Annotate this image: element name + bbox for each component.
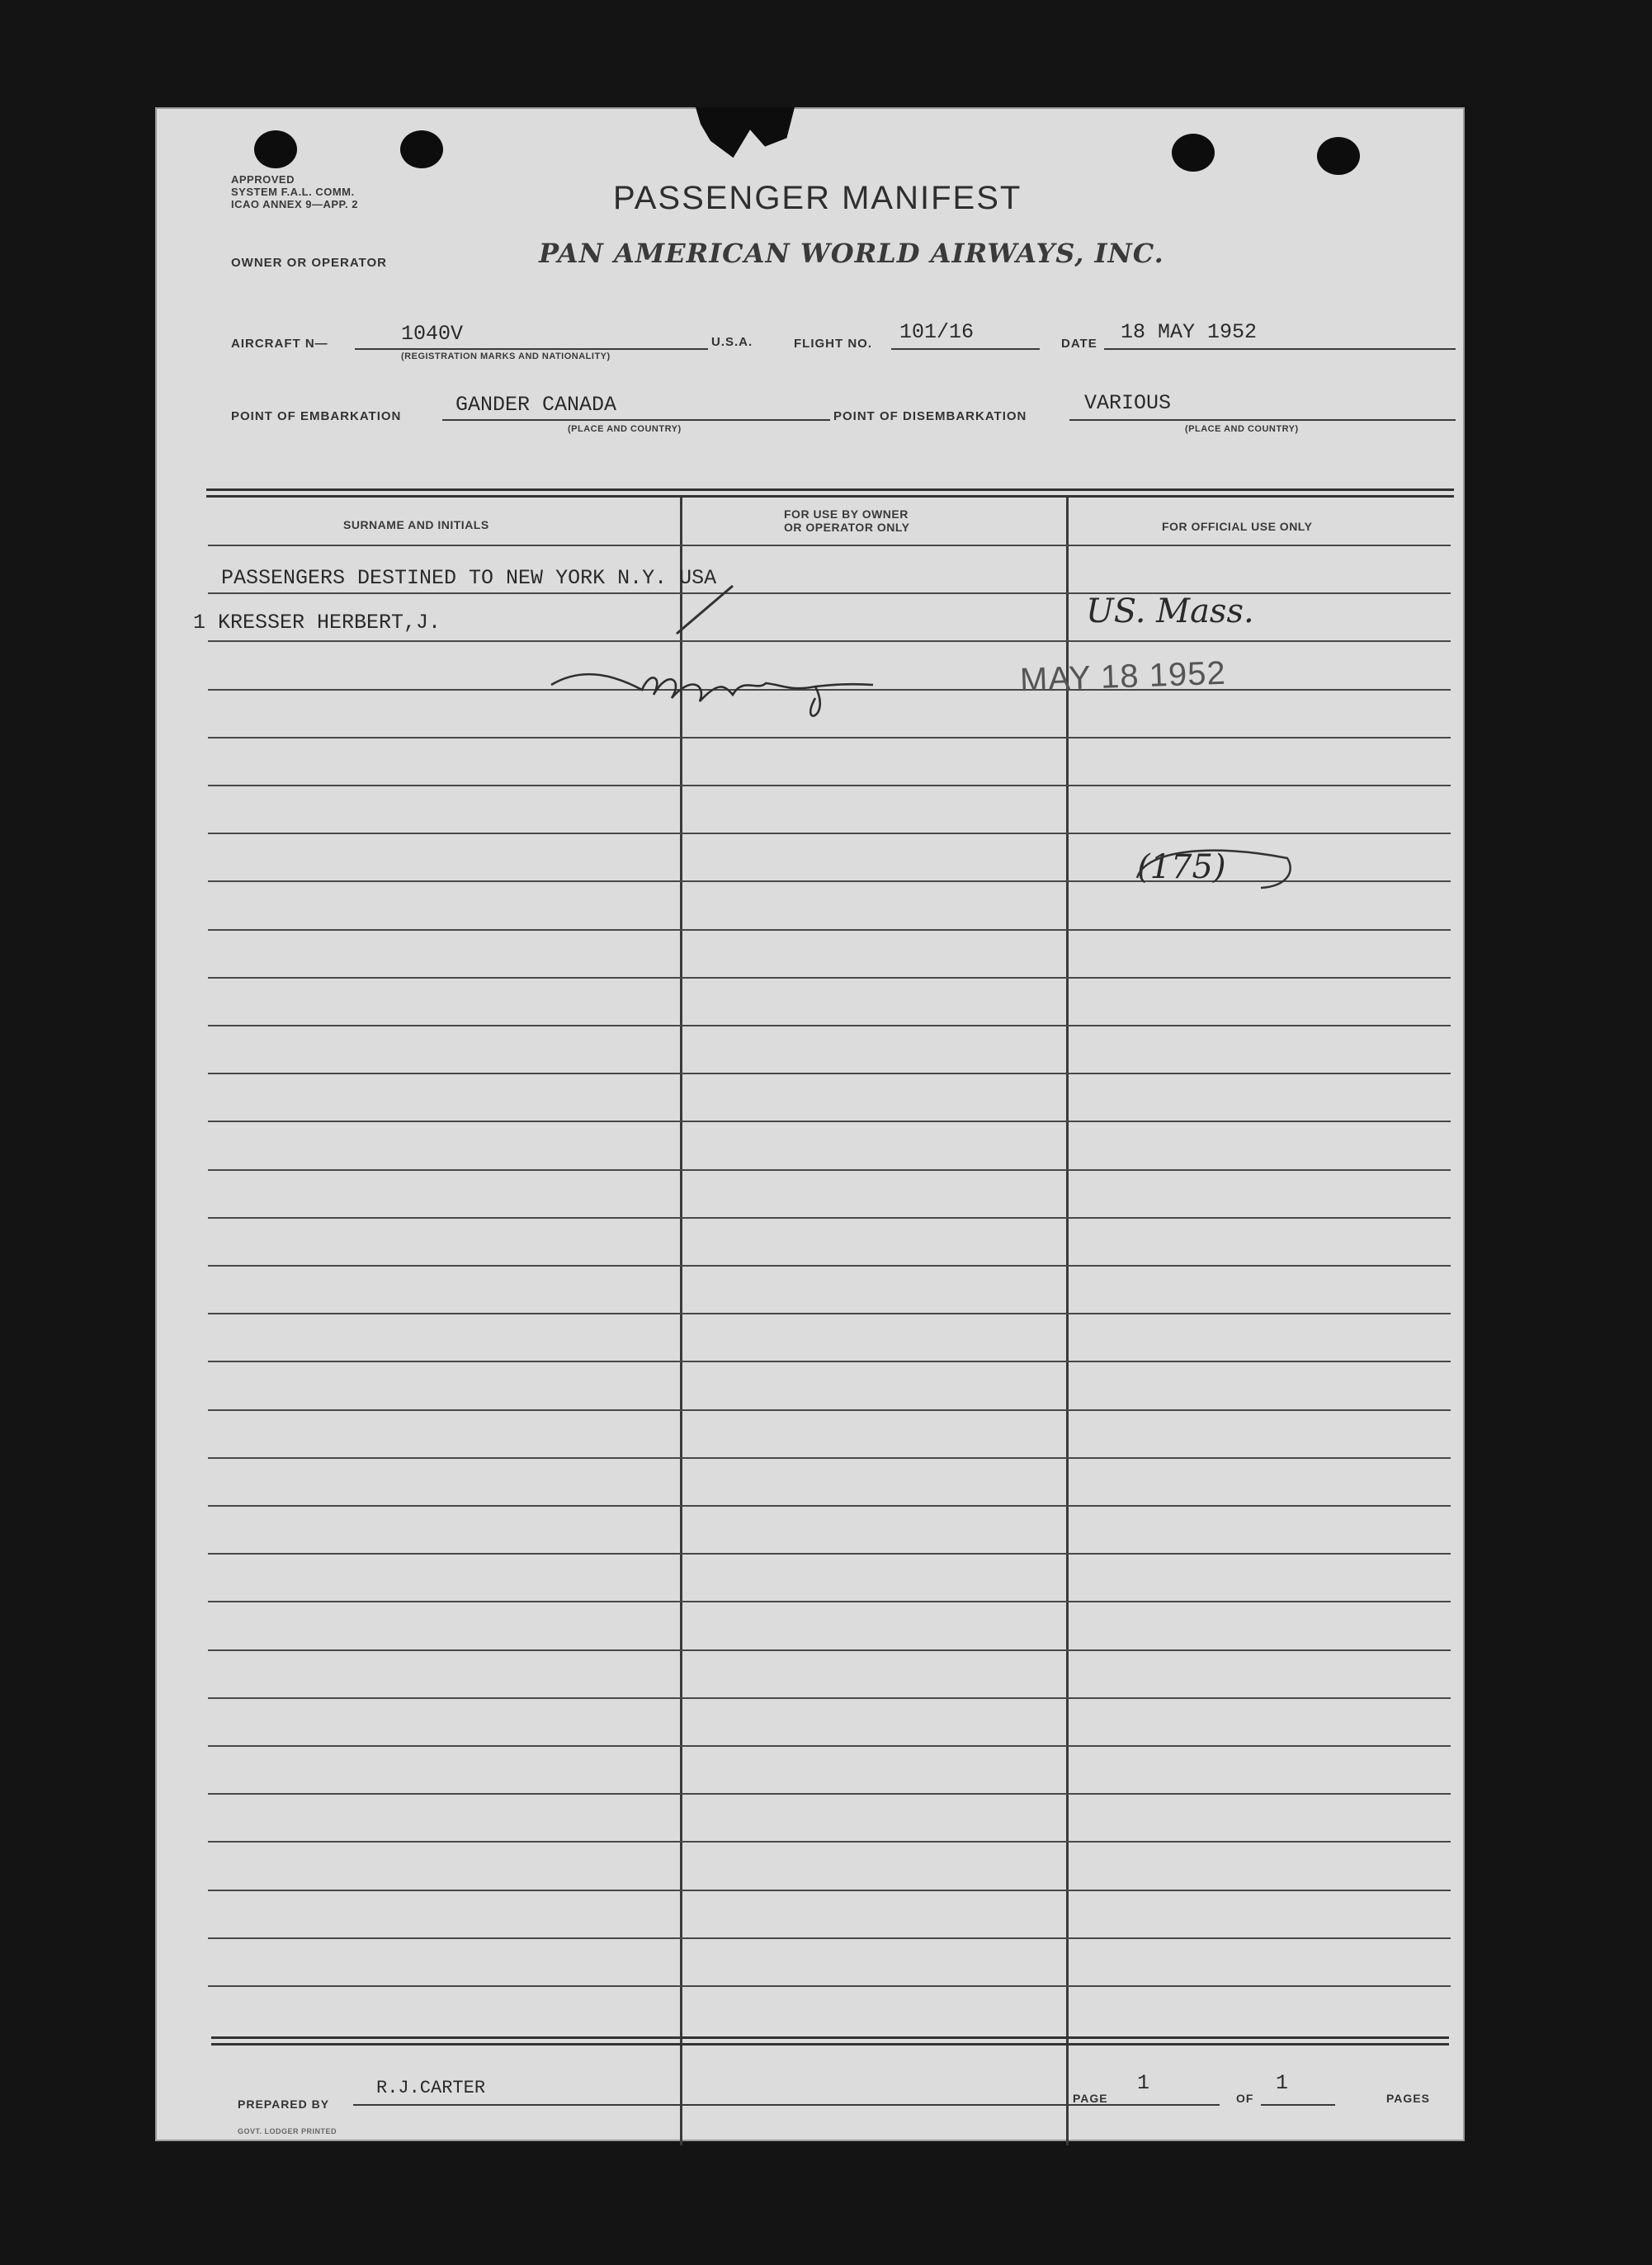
- approval-line-2: SYSTEM F.A.L. COMM.: [231, 186, 355, 198]
- handwritten-marks: [155, 107, 1465, 2141]
- aircraft-value: 1040V: [401, 322, 464, 346]
- official-number-circle: [1137, 851, 1291, 888]
- prepared-label: PREPARED BY: [238, 2097, 330, 2111]
- footer-rule: [211, 2043, 1449, 2046]
- column-header-owner-line-2: OR OPERATOR ONLY: [784, 521, 910, 534]
- footer-rule: [211, 2036, 1449, 2039]
- embarkation-sublabel: (PLACE AND COUNTRY): [568, 424, 682, 434]
- approval-line-3: ICAO ANNEX 9—APP. 2: [231, 198, 358, 210]
- printer-mark: GOVT. LODGER PRINTED: [238, 2127, 337, 2135]
- date-label: DATE: [1061, 337, 1097, 351]
- manifest-sheet: [155, 107, 1465, 2141]
- flight-value: 101/16: [899, 320, 975, 344]
- aircraft-country: U.S.A.: [711, 335, 753, 349]
- operator-label: OWNER OR OPERATOR: [231, 256, 387, 270]
- operator-name: PAN AMERICAN WORLD AIRWAYS, INC.: [539, 238, 1164, 269]
- of-value: 1: [1276, 2071, 1289, 2095]
- check-mark: [677, 586, 733, 634]
- date-value: 18 MAY 1952: [1121, 320, 1258, 344]
- passenger-entry: 1 KRESSER HERBERT,J.: [193, 611, 441, 635]
- flight-label: FLIGHT NO.: [794, 337, 872, 351]
- approval-line-1: APPROVED: [231, 173, 295, 186]
- prepared-value: R.J.CARTER: [376, 2078, 486, 2098]
- signature-scribble: [551, 674, 873, 715]
- disembarkation-sublabel: (PLACE AND COUNTRY): [1185, 424, 1299, 434]
- of-label: OF: [1236, 2092, 1254, 2105]
- disembarkation-value: VARIOUS: [1084, 391, 1172, 415]
- form-title: PASSENGER MANIFEST: [613, 180, 1022, 216]
- column-header-official: FOR OFFICIAL USE ONLY: [1162, 520, 1313, 533]
- page-label: PAGE: [1073, 2092, 1108, 2105]
- embarkation-label: POINT OF EMBARKATION: [231, 409, 402, 423]
- aircraft-sublabel: (REGISTRATION MARKS AND NATIONALITY): [401, 352, 611, 361]
- embarkation-value: GANDER CANADA: [455, 393, 617, 417]
- pages-label: PAGES: [1386, 2092, 1430, 2105]
- page-value: 1: [1137, 2071, 1150, 2095]
- official-number: (175): [1137, 848, 1226, 886]
- aircraft-label: AIRCRAFT N—: [231, 337, 328, 351]
- pages-underline: [1261, 2104, 1335, 2106]
- column-header-surname: SURNAME AND INITIALS: [343, 518, 489, 531]
- column-header-owner-line-1: FOR USE BY OWNER: [784, 507, 909, 521]
- disembarkation-label: POINT OF DISEMBARKATION: [833, 409, 1027, 423]
- destination-line: PASSENGERS DESTINED TO NEW YORK N.Y. USA: [221, 566, 717, 590]
- date-stamp: MAY 18 1952: [1019, 654, 1227, 699]
- official-note: US. Mass.: [1086, 592, 1254, 630]
